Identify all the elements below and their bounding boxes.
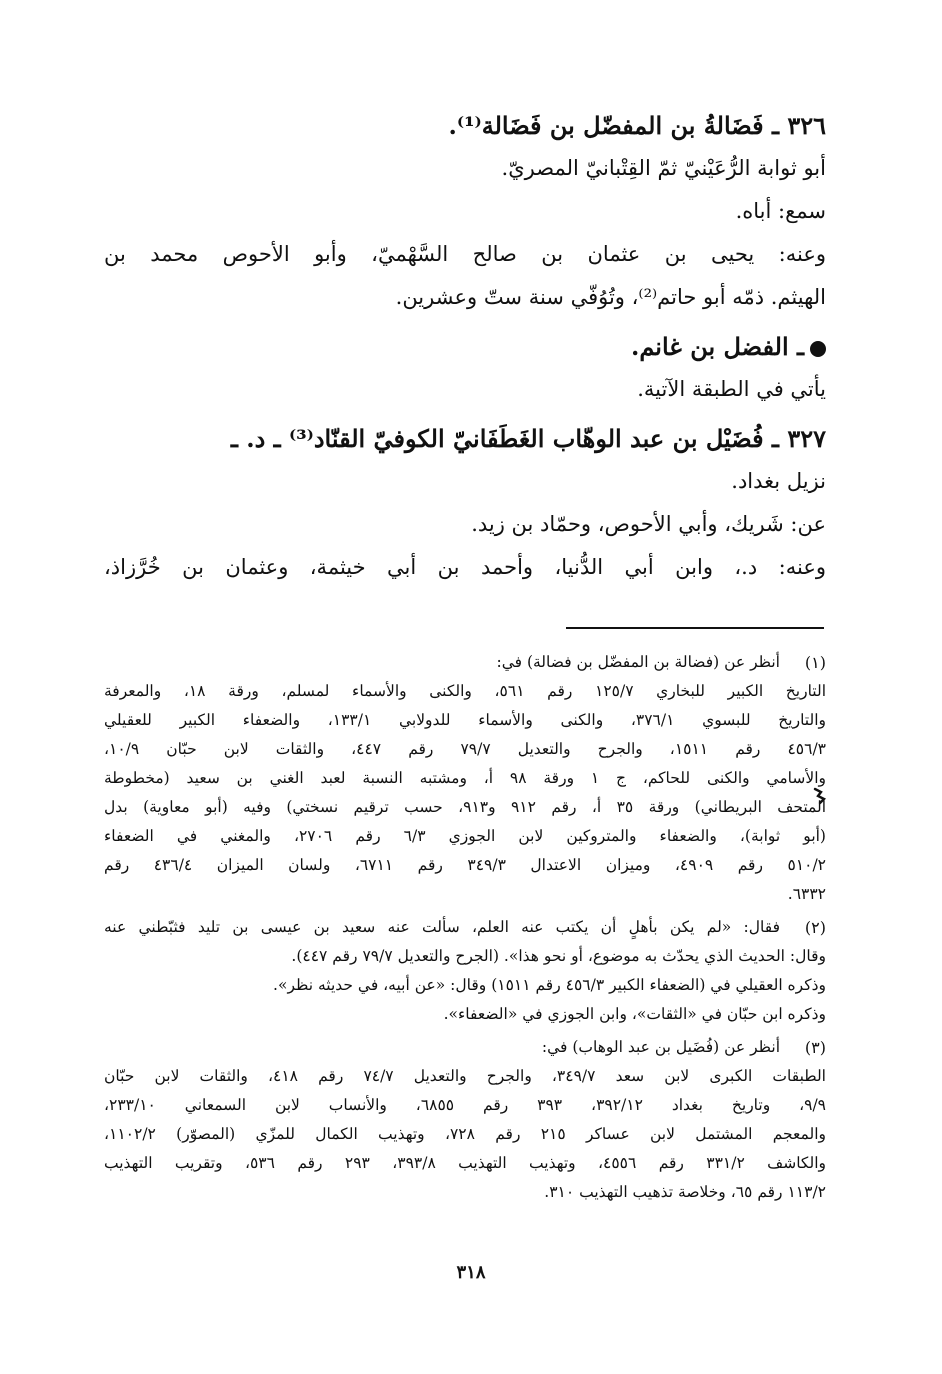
footnote-line: المتحف البريطاني) ورقة ٣٥ أ، رقم ٩١٢ و٩١٣، حسب ترقيم نسختي) وفيه (أبو معاوية) بدل (104, 798, 826, 816)
footnote-line: والأسامي والكنى للحاكم، ج ١ ورقة ٩٨ أ، ومشتبه النسبة لعبد الغني بن سعيد (مخطوطة (104, 769, 826, 787)
entry-326-kunya: أبو ثوابة الرُّعَيْنيّ ثمّ القِتْبانيّ المصريّ. (501, 156, 826, 180)
footnote-separator (566, 627, 824, 629)
footnote-number: (٢) (804, 918, 826, 937)
footnote-line: والتاريخ للبسوي ٣٧٦/١، والكنى والأسماء للدولابي ١٣٣/١، والضعفاء الكبير للعقيلي (104, 711, 826, 729)
footnote-2 (104, 913, 826, 1029)
footnote-line: (أبو ثوابة)، والضعفاء والمتروكين لابن الجوزي ٦/٣ رقم ٢٧٠٦، والمغني في الضعفاء (104, 827, 826, 845)
footnote-line: الطبقات الكبرى لابن سعد ٣٤٩/٧، والجرح والتعديل ٧٤/٧ رقم ٤١٨، والثقات لابن حبّان (104, 1067, 826, 1085)
footnote-line: وقال: الحديث الذي يحدّث به موضوع، أو نحو هذا». (الجرح والتعديل ٧٩/٧ رقم ٤٤٧). (291, 947, 826, 965)
margin-mark-icon (812, 786, 828, 806)
footnote-line: وذكره ابن حبّان في «الثقات»، وابن الجوزي في «الضعفاء». (443, 1005, 826, 1023)
footnote-line: أنظر عن (فضالة بن المفضّل بن فضالة) في: (496, 653, 780, 671)
entry-327-residence: نزيل بغداد. (731, 469, 826, 493)
footnote-line: ١١٣/٢ رقم ٦٥، وخلاصة تذهيب التهذيب ٣١٠. (544, 1183, 826, 1201)
entry-326-teachers: سمع: أباه. (735, 199, 826, 223)
entry-327-students: وعنه: د.، وابن أبي الدُّنيا، وأحمد بن أبي خيثمة، وعثمان بن خُرَّزاذ، (104, 555, 826, 579)
cross-ref-title (104, 325, 826, 368)
cross-ref-note: يأتي في الطبقة الآتية. (637, 377, 826, 401)
footnote-line: التاريخ الكبير للبخاري ١٢٥/٧ رقم ٥٦١، والكنى والأسماء لمسلم، ورقة ١٨، والمعرفة (104, 682, 826, 700)
entry-326-title: ٣٢٦ ـ فَضَالةُ بن المفضّل بن فَضَالة⁽¹⁾. (448, 111, 826, 140)
footnote-line: ٩/٩، وتاريخ بغداد ٣٩٢/١٢، ٣٩٣ رقم ٦٨٥٥، والأنساب لابن السمعاني ٢٣٣/١٠، (104, 1096, 826, 1114)
margin-ink-mark (812, 786, 828, 806)
footnote-number: (١) (804, 653, 826, 672)
footnote-line: ٥١٠/٢ رقم ٤٩٠٩، وميزان الاعتدال ٣٤٩/٣ رقم ٦٧١١، ولسان الميزان ٤٣٦/٤ رقم (104, 856, 826, 874)
footnotes (104, 648, 826, 1207)
footnote-line: فقال: «لم يكن بأهلٍ أن يكتب عنه العلم، سألت عنه سعيد بن عيسى بن تليد فثبّطني عنه (104, 918, 780, 936)
footnote-line: ٤٥٦/٣ رقم ١٥١١، والجرح والتعديل ٧٩/٧ رقم ٤٤٧، والثقات لابن حبّان ١٠/٩، (104, 740, 826, 758)
cross-ref-name: ـ الفضل بن غانم. (630, 332, 804, 361)
bullet-icon (810, 341, 826, 357)
footnote-3 (104, 1033, 826, 1207)
entry-327-teachers: عن: شَريك، وأبي الأحوص، وحمّاد بن زيد. (471, 512, 826, 536)
entry-326-death: الهيثم. ذمّه أبو حاتم⁽²⁾، وتُوُفّي سنة ستّ وعشرين. (395, 285, 826, 309)
page-number: ٣١٨ (456, 1262, 486, 1283)
footnote-line: أنظر عن (فُضَيل بن عبد الوهاب) في: (541, 1038, 780, 1056)
entry-327-title: ٣٢٧ ـ فُضَيْل بن عبد الوهّاب الغَطَفَانيّ الكوفيّ القنّاد⁽³⁾ ـ د. ـ (230, 424, 826, 453)
footnote-number: (٣) (804, 1038, 826, 1057)
footnote-line: والمعجم المشتمل لابن عساكر ٢١٥ رقم ٧٢٨، وتهذيب الكمال للمزّي (المصوّر) ١١٠٢/٢، (104, 1125, 826, 1143)
footnote-line: ٦٣٣٢. (787, 885, 826, 903)
footnote-line: وذكره العقيلي في (الضعفاء الكبير ٤٥٦/٣ رقم ١٥١١) وقال: «عن أبيه، في حديثه نظر». (273, 976, 826, 994)
entry-326-students: وعنه: يحيى بن عثمان بن صالح السَّهْميّ، وأبو الأحوص محمد بن (104, 242, 826, 266)
main-text (104, 104, 826, 589)
footnote-1 (104, 648, 826, 909)
footnote-line: والكاشف ٣٣١/٢ رقم ٤٥٥٦، وتهذيب التهذيب ٣٩٣/٨، ٢٩٣ رقم ٥٣٦، وتقريب التهذيب (104, 1154, 826, 1172)
